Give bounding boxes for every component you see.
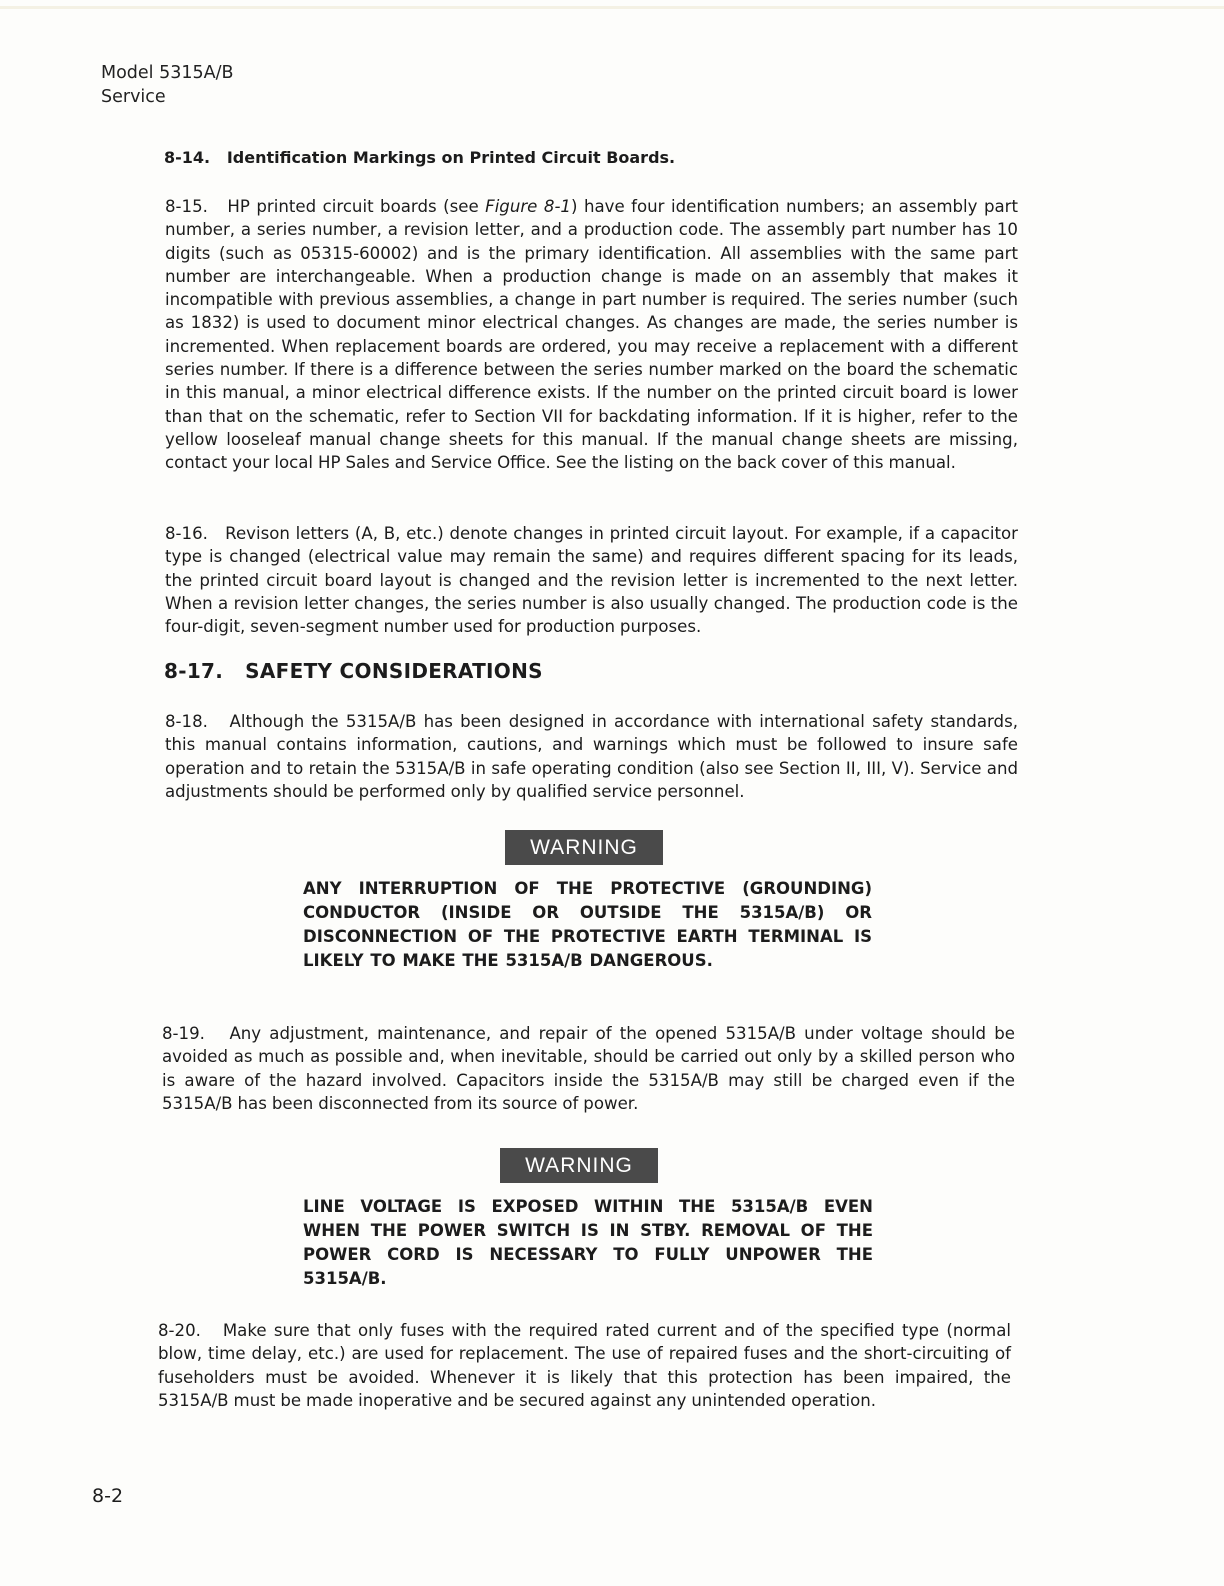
page-edge-line — [0, 6, 1224, 9]
heading-8-17-number: 8-17. — [164, 659, 224, 683]
paragraph-8-15-number: 8-15. — [165, 197, 208, 216]
paragraph-8-20 — [158, 1319, 1011, 1412]
heading-8-14-number: 8-14. — [164, 148, 211, 167]
header-model: Model 5315A/B — [101, 63, 234, 83]
page-header — [101, 61, 234, 109]
paragraph-8-15 — [165, 195, 1018, 475]
warning-badge-2: WARNING — [500, 1148, 658, 1183]
heading-8-17 — [164, 659, 543, 683]
paragraph-8-16-text: Revison letters (A, B, etc.) denote changes in printed circuit layout. For example, if a capacitor type is changed (electrical value may remain the same) and requires different spacing for its leads, the printed circuit board layout is changed and the revision letter is incremented to the next letter. When a revision letter changes, the series number is also usually changed. The production code is the four-digit, seven-segment number used for production purposes. — [165, 524, 1018, 637]
warning-text-1: ANY INTERRUPTION OF THE PROTECTIVE (GROUNDING) CONDUCTOR (INSIDE OR OUTSIDE THE 5315A/B) OR DISCONNECTION OF THE PROTECTIVE EARTH TERMINAL IS LIKELY TO MAKE THE 5315A/B DANGEROUS. — [303, 879, 872, 970]
paragraph-8-19 — [162, 1022, 1015, 1115]
paragraph-8-18 — [165, 710, 1018, 803]
header-section: Service — [101, 87, 166, 107]
paragraph-8-19-number: 8-19. — [162, 1024, 205, 1043]
paragraph-8-18-text: Although the 5315A/B has been designed in accordance with international safety standards, this manual contains information, cautions, and warnings which must be followed to insure safe operation and to retain the 5315A/B in safe operating condition (also see Section II, III, V). Service and adjustments should be performed only by qualified service personnel. — [165, 712, 1018, 801]
warning-text-2: LINE VOLTAGE IS EXPOSED WITHIN THE 5315A/B EVEN WHEN THE POWER SWITCH IS IN STBY. REMOVAL OF THE POWER CORD IS NECESSARY TO FULLY UNPOWER THE 5315A/B. — [303, 1197, 873, 1288]
paragraph-8-16-number: 8-16. — [165, 524, 208, 543]
heading-8-14-title: Identification Markings on Printed Circuit Boards. — [226, 148, 676, 167]
paragraph-8-16 — [165, 522, 1018, 638]
figure-reference: Figure 8-1 — [485, 197, 571, 216]
paragraph-8-20-text: Make sure that only fuses with the required rated current and of the specified type (normal blow, time delay, etc.) are used for replacement. The use of repaired fuses and the short-circuiting of fuseholders must be avoided. Whenever it is likely that this protection has been impaired, the 5315A/B must be made inoperative and be secured against any unintended operation. — [158, 1321, 1011, 1410]
warning-badge-1: WARNING — [505, 830, 663, 865]
paragraph-8-15-text-before: HP printed circuit boards (see — [227, 197, 486, 216]
paragraph-8-15-text-after: ) have four identification numbers; an assembly part number, a series number, a revision letter, and a production code. The assembly part number has 10 digits (such as 05315-60002) and is the primary identification. All assemblies with the same part number are interchangeable. When a production change is made on an assembly that makes it incompatible with previous assemblies, a change in part number is required. The series number (such as 1832) is used to document minor electrical changes. As changes are made, the series number is incremented. When replacement boards are ordered, you may receive a replacement with a different series number. If there is a difference between the series number marked on the board the schematic in this manual, a minor electrical difference exists. If the number on the printed circuit board is lower than that on the schematic, refer to Section VII for backdating information. If it is higher, refer to the yellow looseleaf manual change sheets for this manual. If the manual change sheets are missing, contact your local HP Sales and Service Office. See the listing on the back cover of this manual. — [165, 197, 1018, 473]
heading-8-17-title: SAFETY CONSIDERATIONS — [245, 659, 543, 683]
paragraph-8-18-number: 8-18. — [165, 712, 208, 731]
page-number: 8-2 — [92, 1485, 124, 1507]
heading-8-14 — [164, 148, 675, 167]
paragraph-8-19-text: Any adjustment, maintenance, and repair of the opened 5315A/B under voltage should be avoided as much as possible and, when inevitable, should be carried out only by a skilled person who is aware of the hazard involved. Capacitors inside the 5315A/B may still be charged even if the 5315A/B has been disconnected from its source of power. — [162, 1024, 1015, 1113]
paragraph-8-20-number: 8-20. — [158, 1321, 201, 1340]
